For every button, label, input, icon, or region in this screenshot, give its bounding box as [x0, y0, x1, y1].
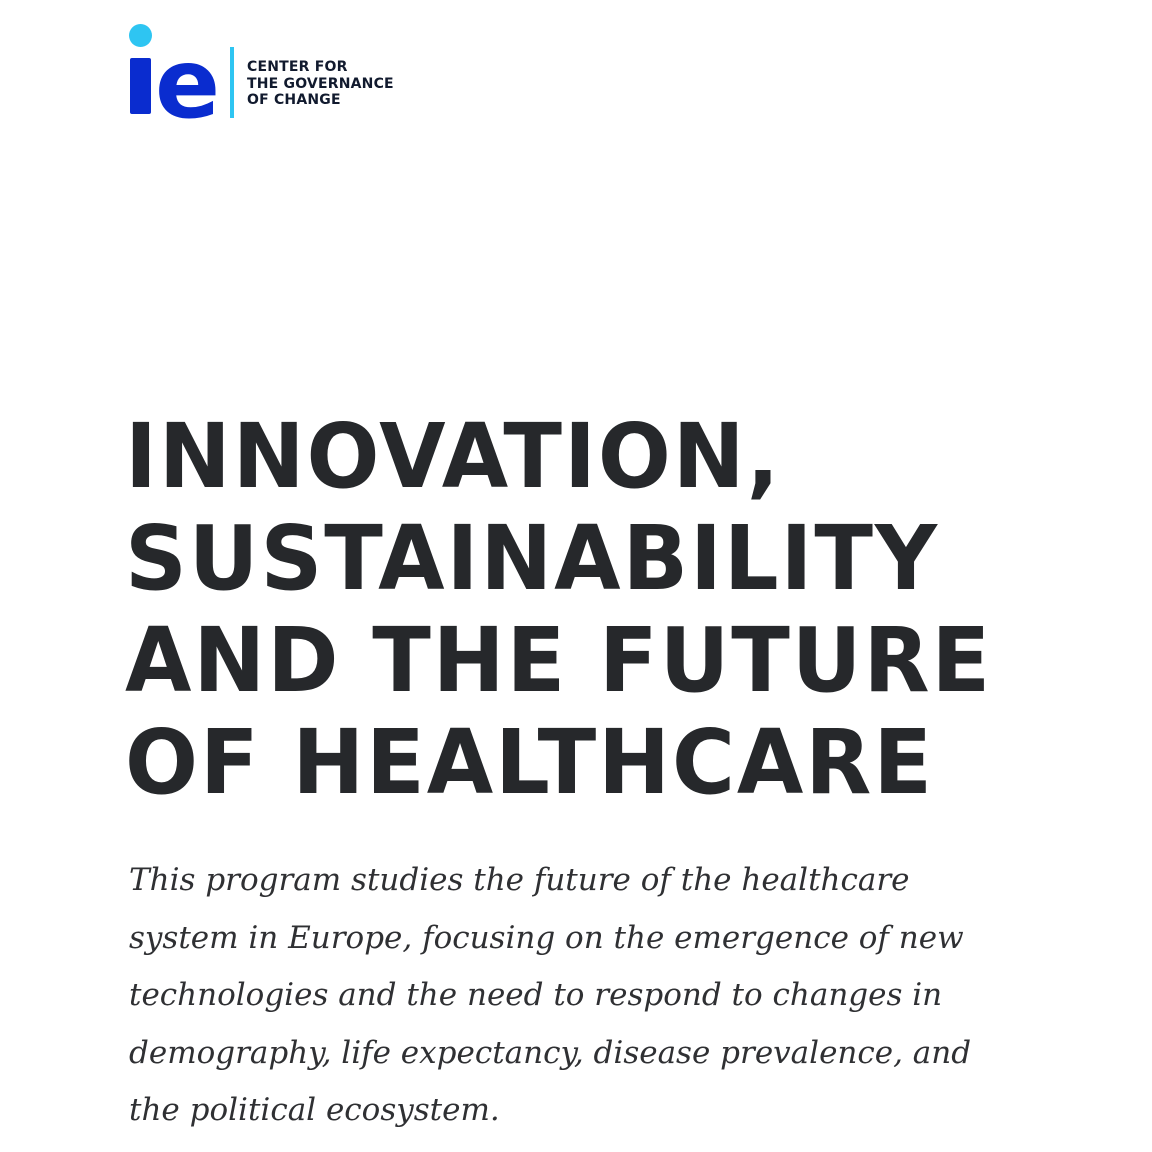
- logo-text-line: CENTER FOR: [247, 59, 348, 75]
- title-line: INNOVATION,: [125, 404, 782, 508]
- logo-text-line: OF CHANGE: [247, 92, 341, 108]
- ie-logo: [128, 22, 428, 140]
- logo-text-line: THE GOVERNANCE: [247, 75, 394, 92]
- logo-text: [247, 59, 394, 109]
- summary-line: the political ecosystem.: [129, 1092, 500, 1128]
- page-title: [125, 405, 992, 813]
- summary-line: demography, life expectancy, disease prevalence, and: [129, 1034, 972, 1071]
- logo-e-letter: e: [155, 28, 219, 140]
- logo-i-dot: [129, 24, 152, 47]
- logo-i-stem: [130, 58, 151, 114]
- logo-divider: [230, 47, 234, 118]
- program-summary: [129, 852, 972, 1140]
- title-line: OF HEALTHCARE: [125, 710, 934, 814]
- summary-line: This program studies the future of the healthcare: [129, 862, 910, 898]
- summary-line: system in Europe, focusing on the emergence of new: [129, 919, 964, 956]
- title-line: SUSTAINABILITY: [125, 506, 940, 610]
- summary-line: technologies and the need to respond to changes in: [129, 977, 943, 1013]
- title-line: AND THE FUTURE: [125, 608, 993, 712]
- ie-logo-mark: [128, 22, 220, 140]
